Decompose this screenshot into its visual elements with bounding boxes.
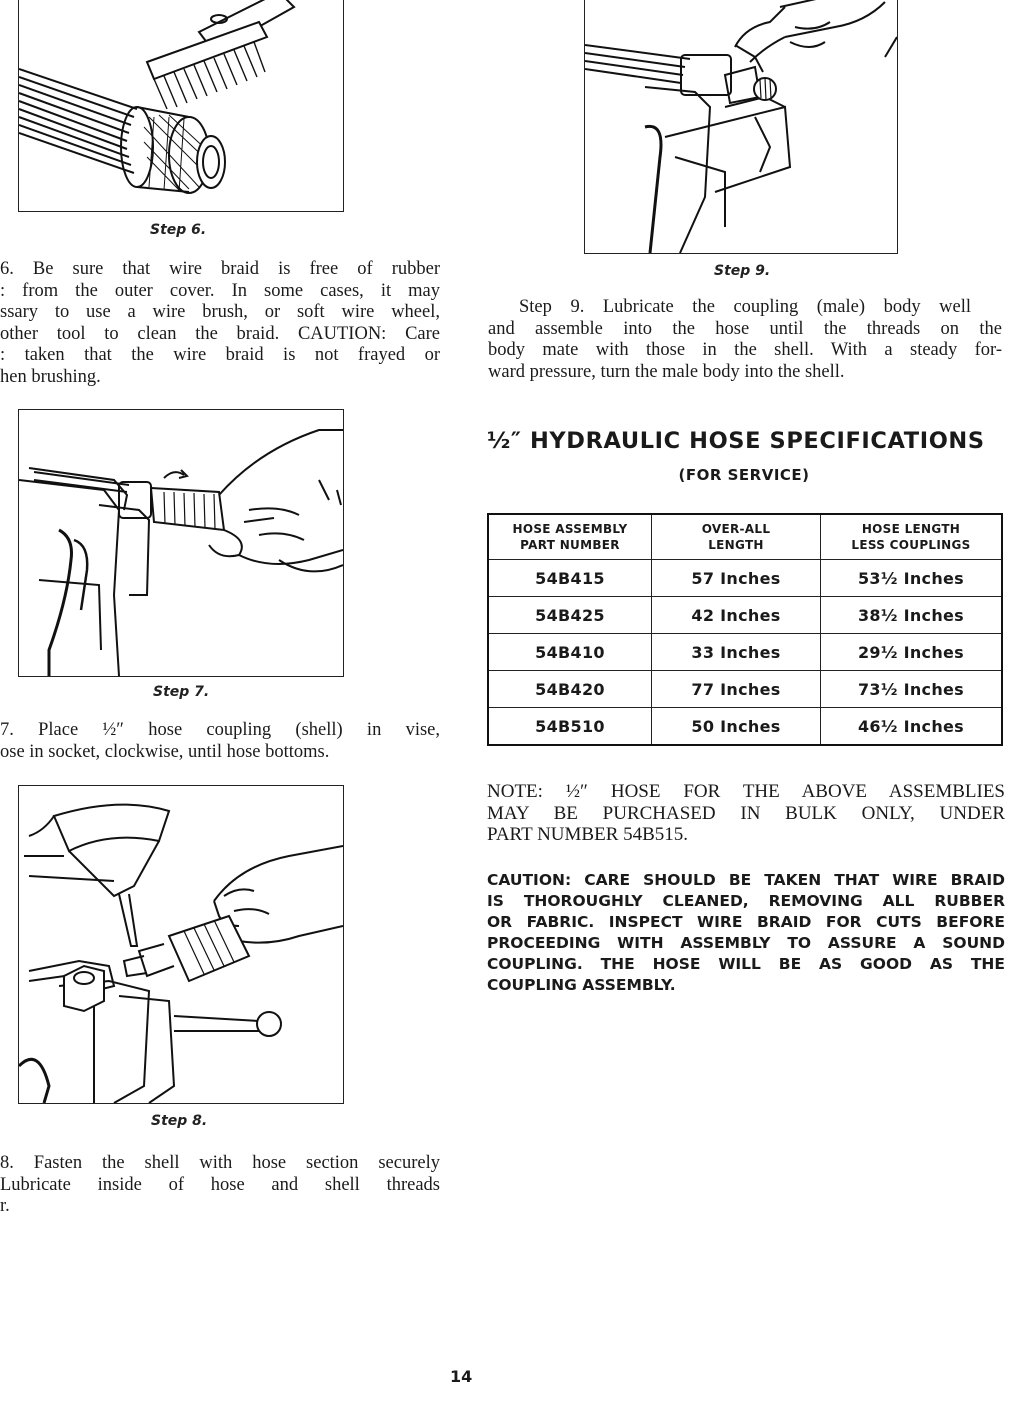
overall-length-cell: 57 Inches xyxy=(652,560,821,597)
step9-line: Step 9. Lubricate the coupling (male) body well xyxy=(519,297,971,317)
col-header-hose-length xyxy=(821,514,1003,560)
step6-text xyxy=(0,259,440,388)
step8-illustration xyxy=(18,785,344,1104)
step6-line: 6. Be sure that wire braid is free of rubber xyxy=(0,259,440,279)
header-line: LENGTH xyxy=(708,538,764,552)
overall-length-cell: 42 Inches xyxy=(652,597,821,634)
step9-line: and assemble into the hose until the threads on the xyxy=(488,318,1002,339)
step7-caption: Step 7. xyxy=(153,684,210,700)
header-line: HOSE LENGTH xyxy=(861,522,961,536)
step7-illustration xyxy=(18,409,344,677)
overall-length-cell: 33 Inches xyxy=(652,634,821,671)
part-number-cell: 54B425 xyxy=(488,597,652,634)
step7-text xyxy=(0,720,440,763)
note-line: MAY BE PURCHASED IN BULK ONLY, UNDER xyxy=(487,802,1005,824)
specs-subtitle: (FOR SERVICE) xyxy=(678,466,810,484)
table-row xyxy=(488,560,1002,597)
caution-line: CAUTION: CARE SHOULD BE TAKEN THAT WIRE BRAID xyxy=(487,871,1005,889)
caution-line: IS THOROUGHLY CLEANED, REMOVING ALL RUBBER xyxy=(487,892,1005,910)
step7-line: ose in socket, clockwise, until hose bottoms. xyxy=(0,741,330,762)
bulk-note xyxy=(487,781,1005,846)
specs-title: ½″ HYDRAULIC HOSE SPECIFICATIONS xyxy=(487,428,985,454)
step6-line: other tool to clean the braid. CAUTION: Care xyxy=(0,323,440,344)
header-line: PART NUMBER xyxy=(520,538,620,552)
part-number-cell: 54B420 xyxy=(488,671,652,708)
part-number-cell: 54B510 xyxy=(488,708,652,746)
step9-text xyxy=(488,297,1002,383)
step6-line: : taken that the wire braid is not frayed or xyxy=(0,345,440,365)
hose-length-cell: 53½ Inches xyxy=(821,560,1003,597)
col-header-overall-length xyxy=(652,514,821,560)
step8-caption: Step 8. xyxy=(151,1113,208,1129)
caution-line: COUPLING ASSEMBLY. xyxy=(487,976,676,994)
page-number: 14 xyxy=(450,1367,473,1386)
hose-length-cell: 73½ Inches xyxy=(821,671,1003,708)
note-line: PART NUMBER 54B515. xyxy=(487,824,689,845)
table-row xyxy=(488,708,1002,746)
part-number-cell: 54B410 xyxy=(488,634,652,671)
step9-caption: Step 9. xyxy=(714,263,771,279)
step8-line: Lubricate inside of hose and shell threads xyxy=(0,1174,440,1195)
step6-illustration xyxy=(18,0,344,212)
step6-line: ssary to use a wire brush, or soft wire wheel, xyxy=(0,302,440,322)
step9-line: body mate with those in the shell. With a steady for- xyxy=(488,340,1002,360)
step9-illustration xyxy=(584,0,898,254)
caution-line: OR FABRIC. INSPECT WIRE BRAID FOR CUTS BEFORE xyxy=(487,913,1005,931)
step6-line: : from the outer cover. In some cases, it may xyxy=(0,280,440,301)
step8-line: r. xyxy=(0,1196,10,1216)
step8-line: 8. Fasten the shell with hose section securely xyxy=(0,1153,440,1173)
part-number-cell: 54B415 xyxy=(488,560,652,597)
hose-length-cell: 38½ Inches xyxy=(821,597,1003,634)
col-header-part-number xyxy=(488,514,652,560)
step8-text xyxy=(0,1153,440,1218)
hose-length-cell: 29½ Inches xyxy=(821,634,1003,671)
header-line: LESS COUPLINGS xyxy=(851,538,971,552)
overall-length-cell: 77 Inches xyxy=(652,671,821,708)
specs-table xyxy=(487,513,1003,746)
overall-length-cell: 50 Inches xyxy=(652,708,821,746)
caution-block xyxy=(487,870,1005,996)
step6-caption: Step 6. xyxy=(150,222,207,238)
header-line: HOSE ASSEMBLY xyxy=(512,522,628,536)
step7-line: 7. Place ½″ hose coupling (shell) in vise, xyxy=(0,720,440,740)
note-line: NOTE: ½″ HOSE FOR THE ABOVE ASSEMBLIES xyxy=(487,781,1005,802)
table-row xyxy=(488,634,1002,671)
table-row xyxy=(488,671,1002,708)
header-line: OVER-ALL xyxy=(701,522,771,536)
step6-line: hen brushing. xyxy=(0,366,101,387)
caution-line: COUPLING. THE HOSE WILL BE AS GOOD AS THE xyxy=(487,955,1005,973)
hose-length-cell: 46½ Inches xyxy=(821,708,1003,746)
table-row xyxy=(488,597,1002,634)
step9-line: ward pressure, turn the male body into the shell. xyxy=(488,361,845,382)
table-header-row xyxy=(488,514,1002,560)
caution-line: PROCEEDING WITH ASSEMBLY TO ASSURE A SOUND xyxy=(487,934,1005,952)
